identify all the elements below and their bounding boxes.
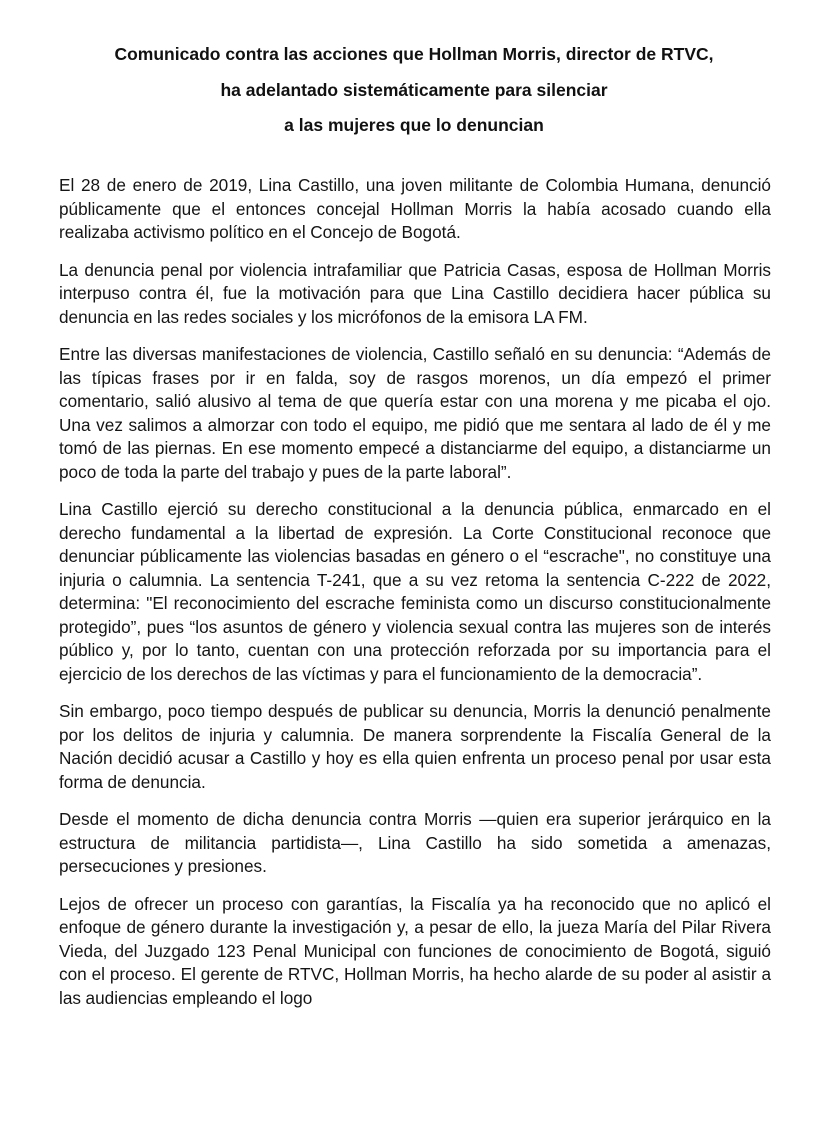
title-line-2: ha adelantado sistemáticamente para silenciar	[220, 80, 608, 100]
paragraph: La denuncia penal por violencia intrafamiliar que Patricia Casas, esposa de Hollman Morris interpuso contra él, fue la motivación para que Lina Castillo decidiera hacer pública su denuncia en las redes sociales y los micrófonos de la emisora LA FM.	[59, 259, 771, 327]
document-body	[59, 174, 771, 1024]
paragraph: Sin embargo, poco tiempo después de publicar su denuncia, Morris la denunció penalmente por los delitos de injuria y calumnia. De manera sorprendente la Fiscalía General de la Nación decidió acusar a Castillo y hoy es ella quien enfrenta un proceso penal por usar esta forma de denuncia.	[59, 701, 771, 792]
paragraph: Lejos de ofrecer un proceso con garantías, la Fiscalía ya ha reconocido que no aplicó el enfoque de género durante la investigación y, a pesar de ello, la jueza María del Pilar Rivera Vieda, del Juzgado 123 Penal Municipal con funciones de conocimiento de Bogotá, siguió con el proceso. El gerente de RTVC, Hollman Morris, ha hecho alarde de su poder al asistir a las audiencias empleando el logo	[59, 893, 771, 1008]
paragraph: El 28 de enero de 2019, Lina Castillo, una joven militante de Colombia Humana, denunció públicamente que el entonces concejal Hollman Morris la había acosado cuando ella realizaba activismo político en el Concejo de Bogotá.	[59, 175, 771, 242]
title-line-1: Comunicado contra las acciones que Hollman Morris, director de RTVC,	[114, 44, 714, 64]
paragraph: Entre las diversas manifestaciones de violencia, Castillo señaló en su denuncia: “Además de las típicas frases por ir en falda, soy de rasgos morenos, un día empezó el primer comentario, salió alusivo al tema de que quería estar con una morena y me picaba el ojo. Una vez salimos a almorzar con todo el equipo, me pidió que me sentara al lado de él y me tomó de las piernas. En ese momento empecé a distanciarme del equipo, a distanciarme un poco de toda la parte del trabajo y pues de la parte laboral”.	[59, 344, 771, 482]
title-line-3: a las mujeres que lo denuncian	[284, 115, 544, 135]
paragraph: Desde el momento de dicha denuncia contra Morris —quien era superior jerárquico en la estructura de militancia partidista—, Lina Castillo ha sido sometida a amenazas, persecuciones y presiones.	[59, 809, 771, 876]
paragraph: Lina Castillo ejerció su derecho constitucional a la denuncia pública, enmarcado en el derecho fundamental a la libertad de expresión. La Corte Constitucional reconoce que denunciar públicamente las violencias basadas en género o el “escrache", no constituye una injuria o calumnia. La sentencia T-241, que a su vez retoma la sentencia C-222 de 2022, determina: "El reconocimiento del escrache feminista como un discurso constitucionalmente protegido”, pues “los asuntos de género y violencia sexual contra las mujeres son de interés público y, por lo tanto, cuentan con una protección reforzada por su importancia para el ejercicio de los derechos de las víctimas y para el funcionamiento de la democracia”.	[59, 499, 771, 684]
